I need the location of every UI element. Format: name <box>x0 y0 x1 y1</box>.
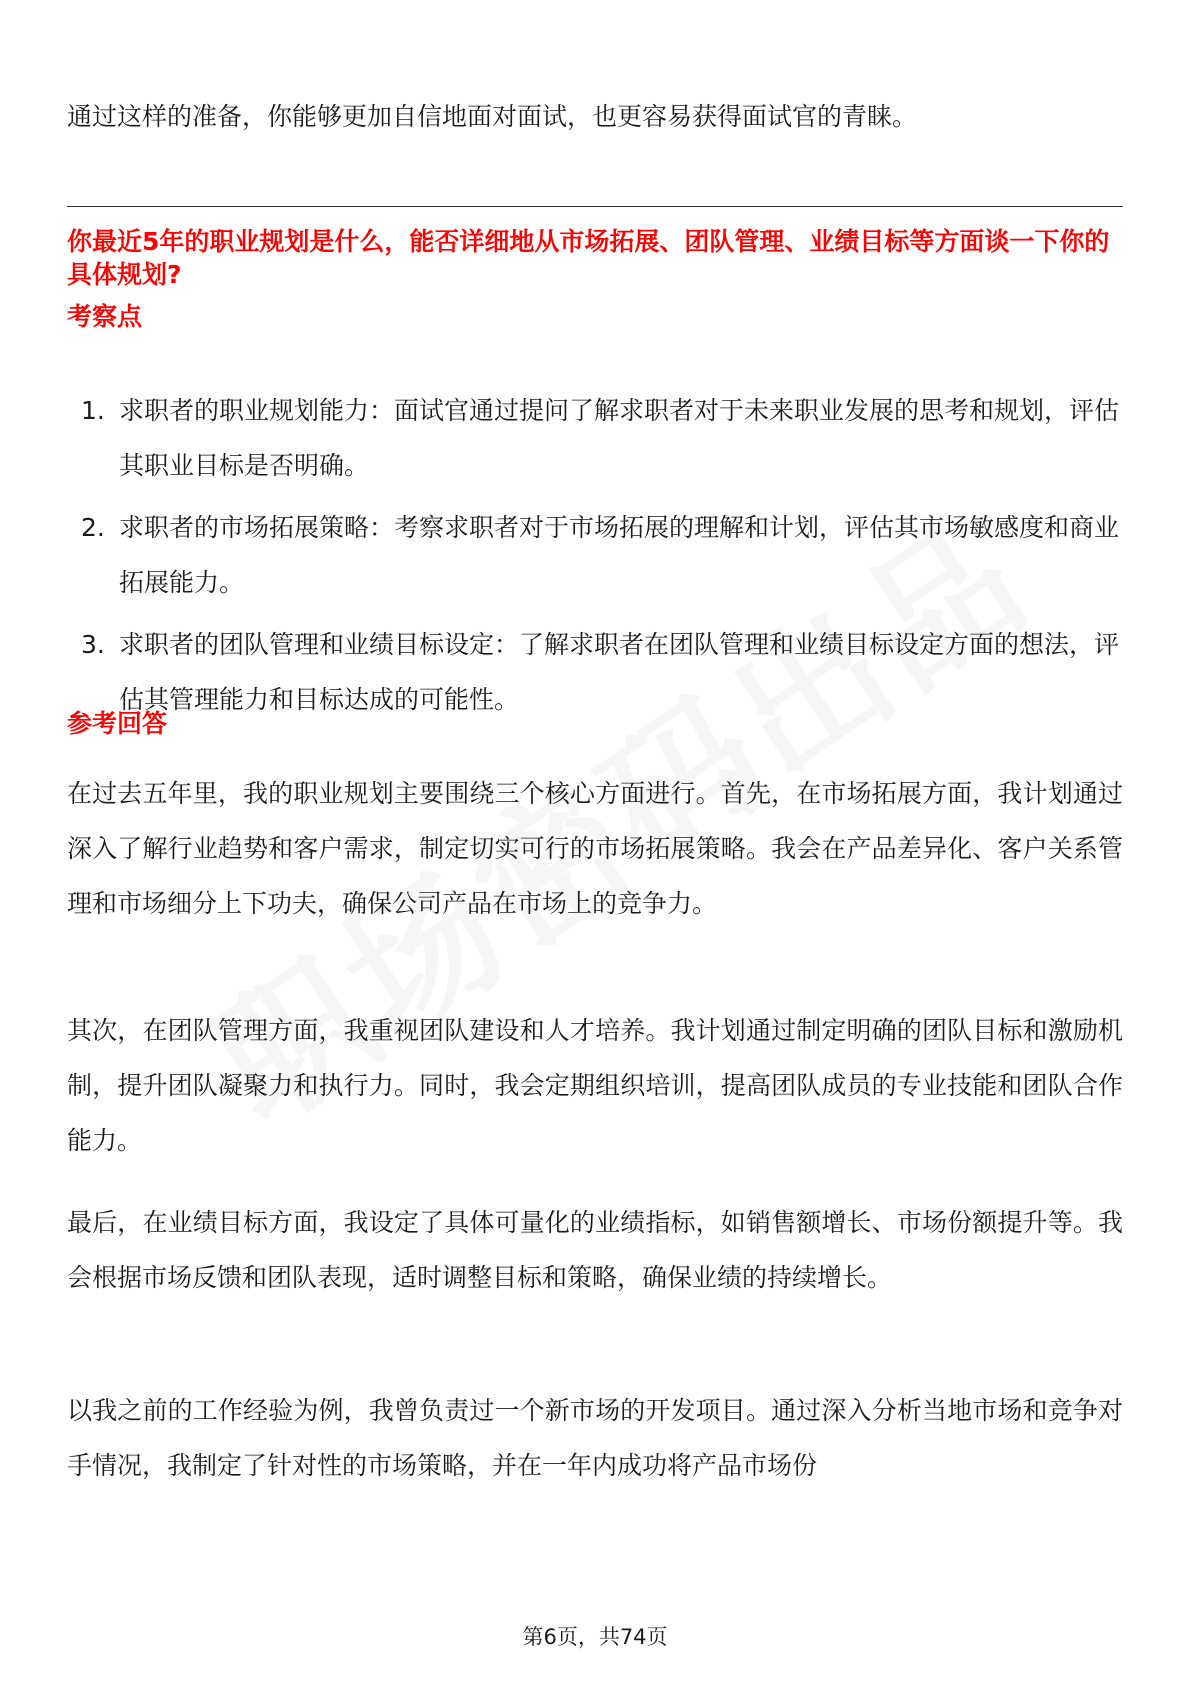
answer-paragraph: 其次，在团队管理方面，我重视团队建设和人才培养。我计划通过制定明确的团队目标和激励机制，提升团队凝聚力和执行力。同时，我会定期组织培训，提高团队成员的专业技能和团队合作能力。 <box>67 1016 1123 1155</box>
answer-paragraph: 在过去五年里，我的职业规划主要围绕三个核心方面进行。首先，在市场拓展方面，我计划通过深入了解行业趋势和客户需求，制定切实可行的市场拓展策略。我会在产品差异化、客户关系管理和市场细分上下功夫，确保公司产品在市场上的竞争力。 <box>67 779 1123 918</box>
focus-item-number: 2. <box>81 513 105 542</box>
focus-item-number: 3. <box>81 630 105 659</box>
focus-item <box>67 500 1123 610</box>
focus-item-number: 1. <box>81 396 105 425</box>
answer-heading: 参考回答 <box>67 709 168 738</box>
answer-paragraph: 最后，在业绩目标方面，我设定了具体可量化的业绩指标，如销售额增长、市场份额提升等。我会根据市场反馈和团队表现，适时调整目标和策略，确保业绩的持续增长。 <box>67 1208 1123 1292</box>
focus-list <box>67 383 1123 734</box>
question-heading: 你最近5年的职业规划是什么，能否详细地从市场拓展、团队管理、业绩目标等方面谈一下你的具体规划? <box>67 227 1110 289</box>
focus-item <box>67 617 1123 727</box>
focus-item-text: 求职者的职业规划能力：面试官通过提问了解求职者对于未来职业发展的思考和规划，评估其职业目标是否明确。 <box>119 396 1120 480</box>
focus-item <box>67 383 1123 493</box>
section-divider <box>67 206 1123 207</box>
page-footer: 第6页，共74页 <box>522 1625 668 1649</box>
focus-item-text: 求职者的市场拓展策略：考察求职者对于市场拓展的理解和计划，评估其市场敏感度和商业拓展能力。 <box>119 513 1120 597</box>
focus-item-text: 求职者的团队管理和业绩目标设定：了解求职者在团队管理和业绩目标设定方面的想法，评估其管理能力和目标达成的可能性。 <box>119 630 1120 714</box>
focus-heading: 考察点 <box>67 302 143 331</box>
answer-paragraph: 以我之前的工作经验为例，我曾负责过一个新市场的开发项目。通过深入分析当地市场和竞争对手情况，我制定了针对性的市场策略，并在一年内成功将产品市场份 <box>67 1396 1123 1480</box>
intro-paragraph: 通过这样的准备，你能够更加自信地面对面试，也更容易获得面试官的青睐。 <box>67 102 918 131</box>
